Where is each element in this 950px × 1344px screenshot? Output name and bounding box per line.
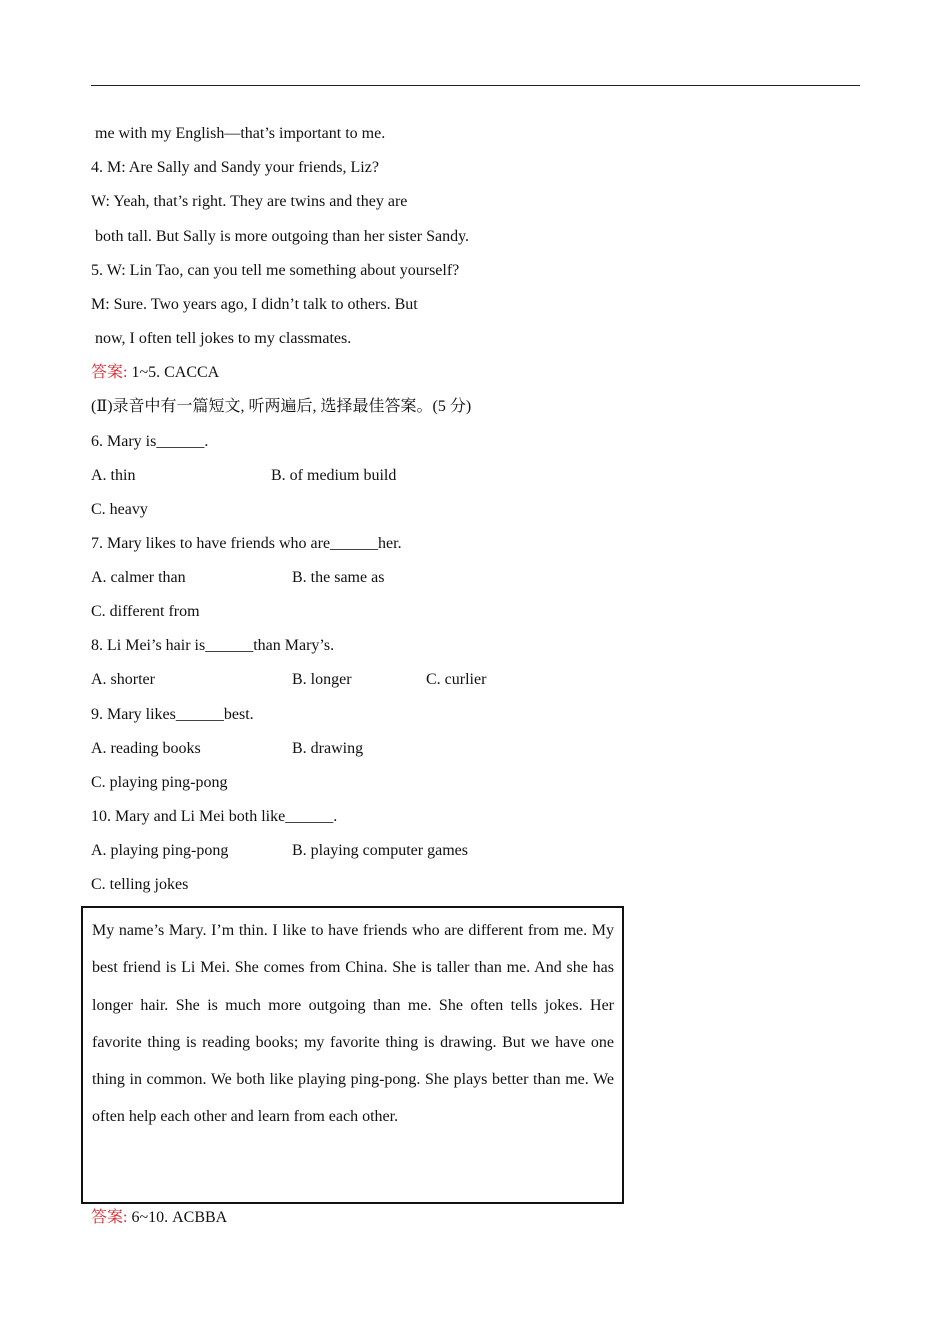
question-9-option-b: B. drawing xyxy=(292,740,364,757)
question-8-stem: 8. Li Mei’s hair is______than Mary’s. xyxy=(91,637,335,654)
question-6-option-c: C. heavy xyxy=(91,501,148,518)
question-7-option-a: A. calmer than xyxy=(91,569,186,586)
answer-value: 1~5. CACCA xyxy=(127,364,220,381)
question-9-stem: 9. Mary likes______best. xyxy=(91,706,254,723)
listening-passage-box xyxy=(81,906,624,1204)
question-9-option-a: A. reading books xyxy=(91,740,201,757)
listening-passage-text: My name’s Mary. I’m thin. I like to have friends who are different from me. My best friend is Li Mei. She comes from China. She is taller than me. And she has longer hair. She is much more outgoing than me. She often tells jokes. Her favorite thing is reading books; my favorite thing is drawing. But we have one thing in common. We both like playing ping-pong. She plays better than me. We often help each other and learn from each other. xyxy=(92,922,614,1126)
answer-6-10 xyxy=(91,1208,227,1228)
question-8-option-b: B. longer xyxy=(292,671,352,688)
transcript-line: me with my English—that’s important to me. xyxy=(91,125,386,142)
question-10-option-b: B. playing computer games xyxy=(292,842,468,859)
transcript-line: W: Yeah, that’s right. They are twins and they are xyxy=(91,193,408,210)
question-10-option-c: C. telling jokes xyxy=(91,876,189,893)
question-6-option-a: A. thin xyxy=(91,467,136,484)
answer-label: 答案: xyxy=(91,364,128,381)
question-6-option-b: B. of medium build xyxy=(271,467,397,484)
transcript-line: M: Sure. Two years ago, I didn’t talk to others. But xyxy=(91,296,418,313)
question-6-stem: 6. Mary is______. xyxy=(91,433,209,450)
question-10-stem: 10. Mary and Li Mei both like______. xyxy=(91,808,338,825)
transcript-line: both tall. But Sally is more outgoing than her sister Sandy. xyxy=(91,228,470,245)
question-7-option-c: C. different from xyxy=(91,603,200,620)
transcript-line: 5. W: Lin Tao, can you tell me something about yourself? xyxy=(91,262,460,279)
answer-value: 6~10. ACBBA xyxy=(127,1209,228,1226)
question-8-option-c: C. curlier xyxy=(426,671,487,688)
question-7-stem: 7. Mary likes to have friends who are______her. xyxy=(91,535,402,552)
transcript-line: now, I often tell jokes to my classmates. xyxy=(91,330,352,347)
question-8-option-a: A. shorter xyxy=(91,671,155,688)
section-2-instruction: (Ⅱ)录音中有一篇短文, 听两遍后, 选择最佳答案。(5 分) xyxy=(91,398,472,415)
question-10-option-a: A. playing ping-pong xyxy=(91,842,229,859)
transcript-line: 4. M: Are Sally and Sandy your friends, Liz? xyxy=(91,159,379,176)
question-9-option-c: C. playing ping-pong xyxy=(91,774,228,791)
answer-1-5 xyxy=(91,363,219,383)
question-7-option-b: B. the same as xyxy=(292,569,385,586)
header-rule xyxy=(91,85,860,86)
answer-label: 答案: xyxy=(91,1209,128,1226)
